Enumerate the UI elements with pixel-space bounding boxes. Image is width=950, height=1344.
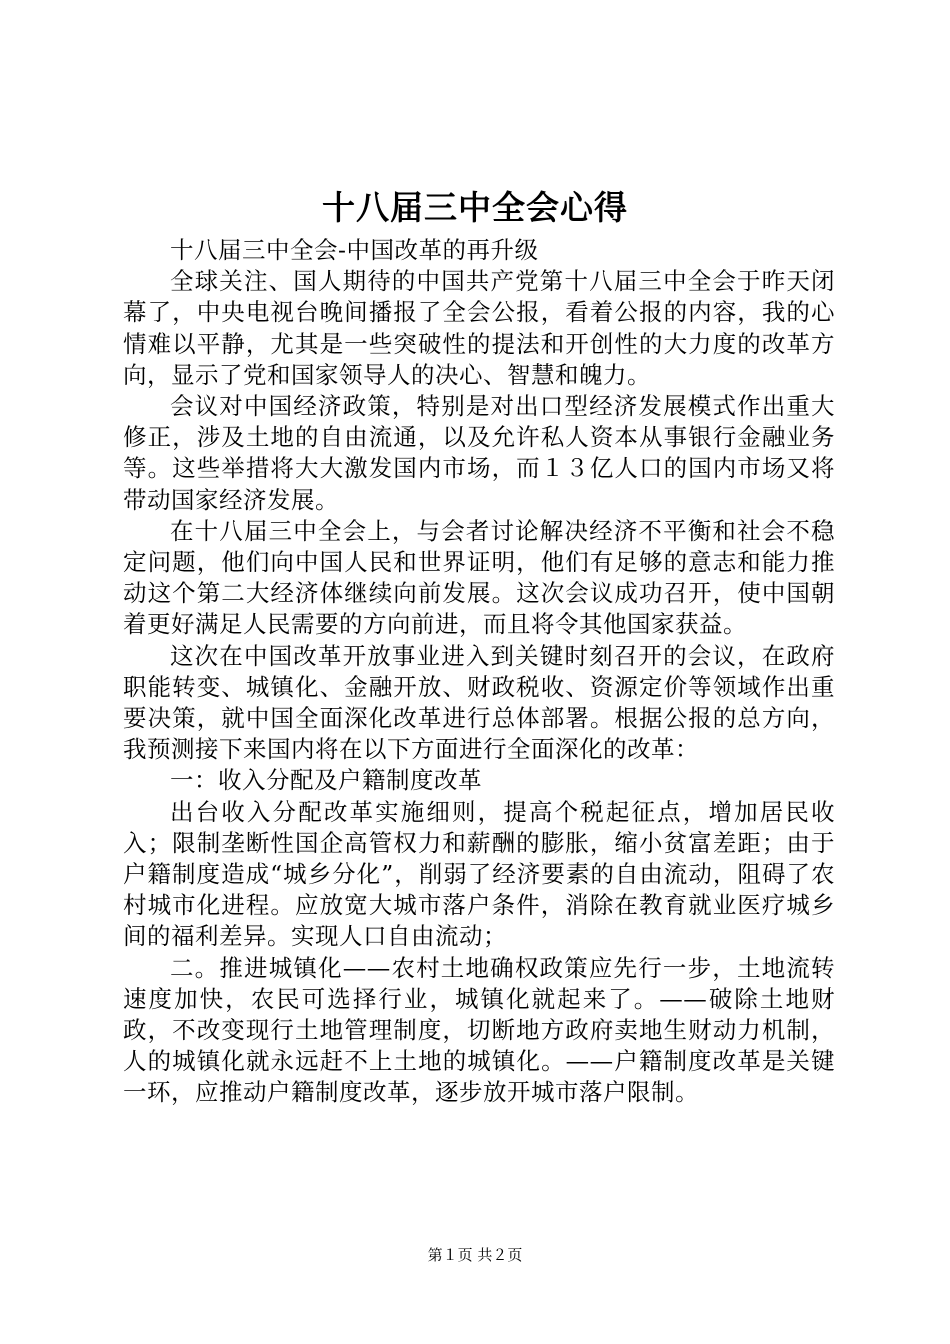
paragraph: 在十八届三中全会上，与会者讨论解决经济不平衡和社会不稳定问题，他们向中国人民和世界证明，他们有足够的意志和能力推动这个第二大经济体继续向前发展。这次会议成功召开，使中国朝着更好满足人民需要的方向前进，而且将令其他国家获益。 <box>123 516 835 639</box>
paragraph: 二。推进城镇化——农村土地确权政策应先行一步，土地流转速度加快，农民可选择行业，城镇化就起来了。——破除土地财政，不改变现行土地管理制度，切断地方政府卖地生财动力机制，人的城镇化就永远赶不上土地的城镇化。——户籍制度改革是关键一环，应推动户籍制度改革，逐步放开城市落户限制。 <box>123 953 835 1107</box>
paragraph: 会议对中国经济政策，特别是对出口型经济发展模式作出重大修正，涉及土地的自由流通，以及允许私人资本从事银行金融业务等。这些举措将大大激发国内市场，而１３亿人口的国内市场又将带动国家经济发展。 <box>123 392 835 514</box>
document-body <box>123 235 835 1109</box>
document-title: 十八届三中全会心得 <box>322 188 628 227</box>
page-footer: 第１页 共２页 <box>427 1246 523 1264</box>
section-heading: 一：收入分配及户籍制度改革 <box>170 766 482 795</box>
paragraph: 这次在中国改革开放事业进入到关键时刻召开的会议，在政府职能转变、城镇化、金融开放、财政税收、资源定价等领域作出重要决策，就中国全面深化改革进行总体部署。根据公报的总方向，我预测接下来国内将在以下方面进行全面深化的改革： <box>123 641 835 764</box>
document-subtitle: 十八届三中全会-中国改革的再升级 <box>170 236 539 264</box>
paragraph: 出台收入分配改革实施细则，提高个税起征点，增加居民收入；限制垄断性国企高管权力和薪酬的膨胀，缩小贫富差距；由于户籍制度造成“城乡分化”，削弱了经济要素的自由流动，阻碍了农村城市化进程。应放宽大城市落户条件，消除在教育就业医疗城乡间的福利差异。实现人口自由流动； <box>123 797 835 951</box>
paragraph: 全球关注、国人期待的中国共产党第十八届三中全会于昨天闭幕了，中央电视台晚间播报了全会公报，看着公报的内容，我的心情难以平静，尤其是一些突破性的提法和开创性的大力度的改革方向，显示了党和国家领导人的决心、智慧和魄力。 <box>123 267 835 389</box>
